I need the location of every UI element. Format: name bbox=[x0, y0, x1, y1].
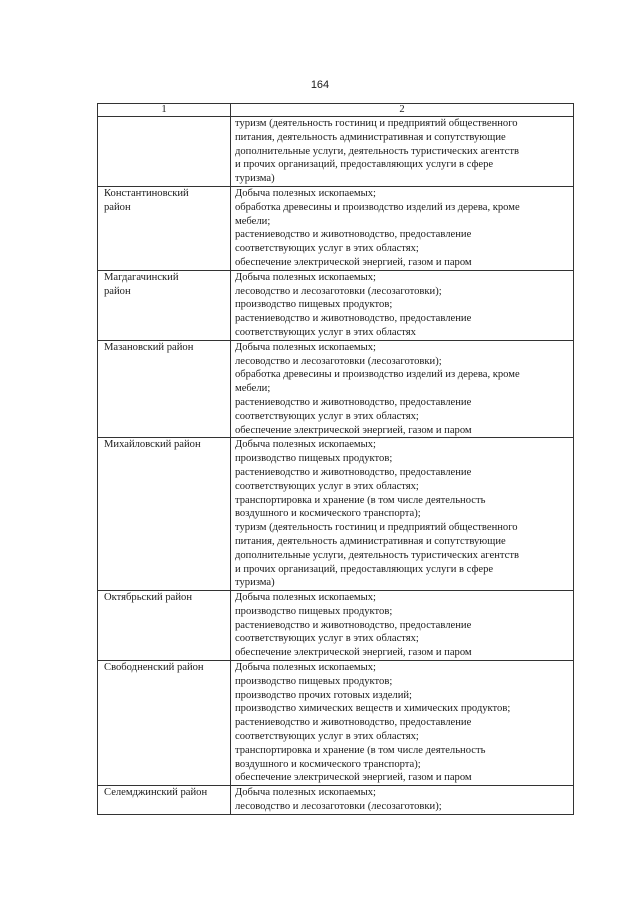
activity-line: растениеводство и животноводство, предоставление bbox=[235, 466, 472, 478]
activity-line: производство химических веществ и химических продуктов; bbox=[235, 703, 511, 715]
activity-line: Добыча полезных ископаемых; bbox=[235, 271, 376, 283]
activity-line: питания, деятельность административная и сопутствующие bbox=[235, 131, 506, 143]
activity-line: туризм (деятельность гостиниц и предприятий общественного bbox=[235, 118, 518, 129]
activity-line: обработка древесины и производство изделий из дерева, кроме bbox=[235, 201, 520, 213]
activity-line: растениеводство и животноводство, предоставление bbox=[235, 229, 472, 241]
activity-line: мебели; bbox=[235, 215, 271, 227]
activities-cell bbox=[231, 591, 574, 661]
district-name-line: Свободненский район bbox=[104, 662, 204, 674]
table-row bbox=[98, 340, 574, 438]
district-name-line: Селемджинский район bbox=[104, 787, 208, 799]
district-name-cell bbox=[98, 117, 231, 187]
table-row bbox=[98, 270, 574, 340]
page-number: 164 bbox=[310, 79, 330, 91]
activities-cell bbox=[231, 438, 574, 591]
district-name-cell bbox=[98, 270, 231, 340]
activity-line: обеспечение электрической энергией, газом и паром bbox=[235, 772, 472, 784]
activity-line: соответствующих услуг в этих областях; bbox=[235, 731, 419, 743]
activity-line: производство пищевых продуктов; bbox=[235, 453, 393, 465]
district-name-cell bbox=[98, 786, 231, 815]
district-name-line: Михайловский район bbox=[104, 439, 201, 451]
activities-cell bbox=[231, 661, 574, 786]
activity-line: соответствующих услуг в этих областях; bbox=[235, 633, 419, 645]
activities-cell bbox=[231, 117, 574, 187]
activity-line: растениеводство и животноводство, предоставление bbox=[235, 717, 472, 729]
table-row bbox=[98, 786, 574, 815]
activity-line: туризм (деятельность гостиниц и предприятий общественного bbox=[235, 522, 518, 534]
activity-line: лесоводство и лесозаготовки (лесозаготовки); bbox=[235, 355, 442, 367]
activity-line: туризма) bbox=[235, 577, 275, 589]
activity-line: обеспечение электрической энергией, газом и паром bbox=[235, 256, 472, 268]
district-name-line: район bbox=[104, 285, 131, 297]
table-row bbox=[98, 117, 574, 187]
activity-line: обеспечение электрической энергией, газом и паром bbox=[235, 647, 472, 659]
activity-line: лесоводство и лесозаготовки (лесозаготовки); bbox=[235, 285, 442, 297]
district-name-cell bbox=[98, 186, 231, 270]
district-name-line: район bbox=[104, 201, 131, 213]
activity-line: питания, деятельность административная и сопутствующие bbox=[235, 535, 506, 547]
activity-line: Добыча полезных ископаемых; bbox=[235, 787, 376, 799]
activity-line: лесоводство и лесозаготовки (лесозаготовки); bbox=[235, 801, 442, 813]
activity-line: Добыча полезных ископаемых; bbox=[235, 439, 376, 451]
activities-cell bbox=[231, 270, 574, 340]
activities-cell bbox=[231, 786, 574, 815]
activity-line: Добыча полезных ископаемых; bbox=[235, 592, 376, 604]
activity-line: растениеводство и животноводство, предоставление bbox=[235, 619, 472, 631]
district-name-line: Константиновский bbox=[104, 187, 189, 199]
activity-line: соответствующих услуг в этих областях; bbox=[235, 480, 419, 492]
district-name-cell bbox=[98, 591, 231, 661]
district-name-line: Октябрьский район bbox=[104, 592, 193, 604]
activities-cell bbox=[231, 340, 574, 438]
activity-line: дополнительные услуги, деятельность туристических агентств bbox=[235, 145, 519, 157]
activity-line: транспортировка и хранение (в том числе деятельность bbox=[235, 744, 486, 756]
column-header-2: 2 bbox=[231, 104, 574, 117]
activity-line: растениеводство и животноводство, предоставление bbox=[235, 313, 472, 325]
activity-line: туризма) bbox=[235, 173, 275, 185]
activity-line: транспортировка и хранение (в том числе деятельность bbox=[235, 494, 486, 506]
activity-line: соответствующих услуг в этих областях bbox=[235, 326, 416, 338]
activity-line: Добыча полезных ископаемых; bbox=[235, 341, 376, 353]
table-row bbox=[98, 438, 574, 591]
activity-line: мебели; bbox=[235, 383, 271, 395]
activity-line: соответствующих услуг в этих областях; bbox=[235, 243, 419, 255]
activity-line: производство пищевых продуктов; bbox=[235, 605, 393, 617]
district-name-cell bbox=[98, 661, 231, 786]
activity-line: производство прочих готовых изделий; bbox=[235, 689, 412, 701]
activity-line: дополнительные услуги, деятельность туристических агентств bbox=[235, 549, 519, 561]
activity-line: производство пищевых продуктов; bbox=[235, 299, 393, 311]
activity-line: обеспечение электрической энергией, газом и паром bbox=[235, 424, 472, 436]
district-name-cell bbox=[98, 438, 231, 591]
activity-line: производство пищевых продуктов; bbox=[235, 675, 393, 687]
district-name-line: Мазановский район bbox=[104, 341, 194, 353]
districts-table bbox=[97, 103, 574, 815]
table-row bbox=[98, 186, 574, 270]
activity-line: растениеводство и животноводство, предоставление bbox=[235, 396, 472, 408]
activity-line: и прочих организаций, предоставляющих услуги в сфере bbox=[235, 159, 494, 171]
table-row bbox=[98, 661, 574, 786]
activity-line: соответствующих услуг в этих областях; bbox=[235, 410, 419, 422]
activities-cell bbox=[231, 186, 574, 270]
activity-line: и прочих организаций, предоставляющих услуги в сфере bbox=[235, 563, 494, 575]
activity-line: воздушного и космического транспорта); bbox=[235, 508, 421, 520]
activity-line: Добыча полезных ископаемых; bbox=[235, 187, 376, 199]
column-header-1: 1 bbox=[98, 104, 231, 117]
activity-line: воздушного и космического транспорта); bbox=[235, 758, 421, 770]
activity-line: Добыча полезных ископаемых; bbox=[235, 662, 376, 674]
table-row bbox=[98, 591, 574, 661]
table-body bbox=[98, 117, 574, 815]
activity-line: обработка древесины и производство изделий из дерева, кроме bbox=[235, 369, 520, 381]
district-name-cell bbox=[98, 340, 231, 438]
district-name-line: Магдагачинский bbox=[104, 271, 179, 283]
header-row bbox=[98, 104, 574, 117]
